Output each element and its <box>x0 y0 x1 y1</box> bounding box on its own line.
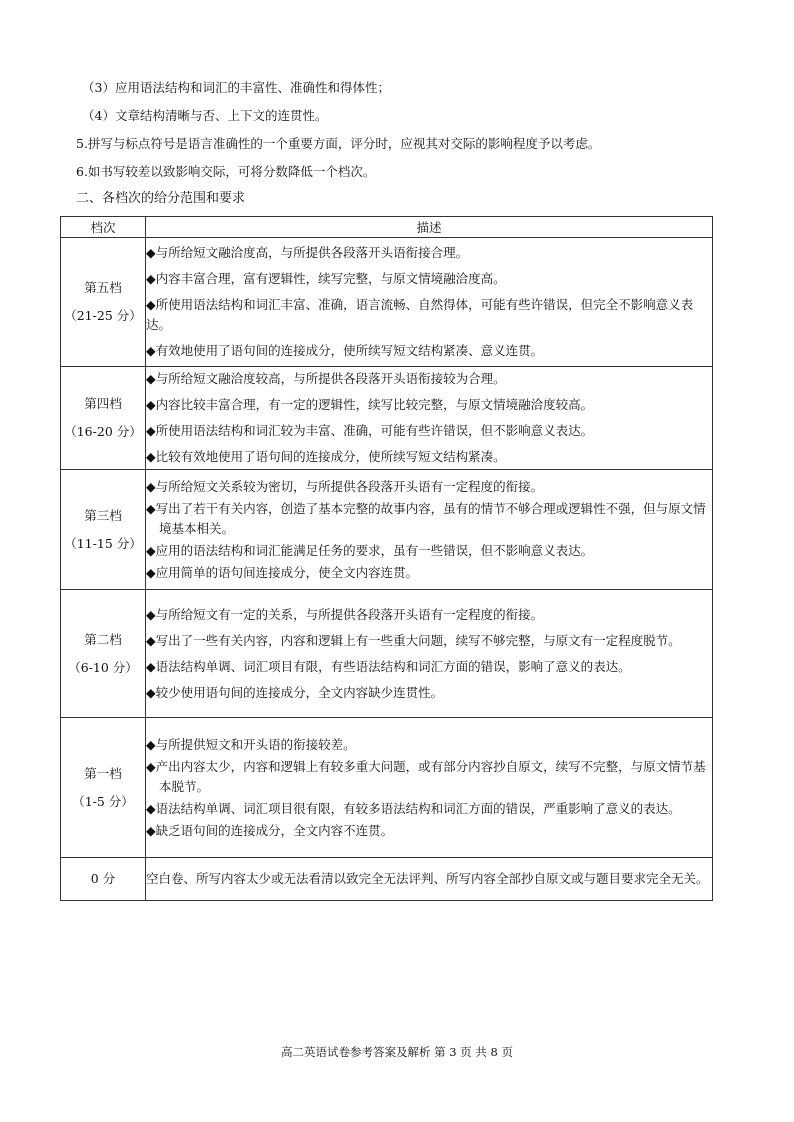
criterion-3: （3）应用语法结构和词汇的丰富性、准确性和得体性； <box>82 80 390 95</box>
diamond-bullet-icon: ◆ <box>146 371 156 386</box>
diamond-bullet-icon: ◆ <box>146 397 156 412</box>
description-item: ◆与所给短文关系较为密切，与所提供各段落开头语有一定程度的衔接。 <box>146 478 544 494</box>
header-level: 档次 <box>61 217 146 238</box>
grade-level-cell <box>61 238 146 367</box>
diamond-bullet-icon: ◆ <box>146 423 156 438</box>
grade-row-5 <box>61 238 713 367</box>
diamond-bullet-icon: ◆ <box>146 245 156 260</box>
grade-description-cell <box>146 367 713 470</box>
header-description: 描述 <box>146 217 713 238</box>
grade-row-1 <box>61 718 713 858</box>
description-item: ◆写出了若干有关内容，创造了基本完整的故事内容，虽有的情节不够合理或逻辑性不强，但与原文情境基本相关。 <box>146 500 706 536</box>
diamond-bullet-icon: ◆ <box>146 564 156 580</box>
diamond-bullet-icon: ◆ <box>146 478 156 494</box>
grade-level-cell <box>61 858 146 901</box>
description-item: ◆应用的语法结构和词汇能满足任务的要求，虽有一些错误，但不影响意义表达。 <box>146 542 594 558</box>
grade-level-name: 第四档 <box>84 396 122 411</box>
diamond-bullet-icon: ◆ <box>146 658 156 674</box>
description-item: ◆比较有效地使用了语句间的连接成分，使所续写短文结构紧凑。 <box>146 449 506 464</box>
description-item: ◆较少使用语句间的连接成分，全文内容缺少连贯性。 <box>146 684 444 700</box>
description-item: ◆有效地使用了语句间的连接成分，使所续写短文结构紧凑、意义连贯。 <box>146 343 544 358</box>
grade-level-cell <box>61 718 146 858</box>
grade-level-name: 第一档 <box>84 765 122 781</box>
description-item: ◆与所给短文融洽度较高，与所提供各段落开头语衔接较为合理。 <box>146 371 506 386</box>
grade-level-cell <box>61 367 146 470</box>
grade-description-cell <box>146 858 713 901</box>
description-item: ◆语法结构单调、词汇项目有限，有些语法结构和词汇方面的错误，影响了意义的表达。 <box>146 658 631 674</box>
description-item: ◆语法结构单调、词汇项目很有限，有较多语法结构和词汇方面的错误，严重影响了意义的表达。 <box>146 800 681 816</box>
description-item: ◆所使用语法结构和词汇较为丰富、准确，可能有些许错误，但不影响意义表达。 <box>146 423 594 438</box>
description-item: ◆所使用语法结构和词汇丰富、准确，语言流畅、自然得体，可能有些许错误，但完全不影响意义表达。 <box>146 297 694 332</box>
rule-6: 6.如书写较差以致影响交际，可将分数降低一个档次。 <box>76 164 376 179</box>
section-title: 二、各档次的给分范围和要求 <box>76 191 246 206</box>
grade-level-range: （16-20 分） <box>64 424 142 439</box>
diamond-bullet-icon: ◆ <box>146 736 156 752</box>
table-header-row <box>61 217 713 238</box>
grade-level-range: （1-5 分） <box>72 793 134 809</box>
description-item: ◆缺乏语句间的连接成分，全文内容不连贯。 <box>146 822 394 838</box>
grade-description-cell <box>146 590 713 718</box>
diamond-bullet-icon: ◆ <box>146 297 156 312</box>
description-item: ◆与所给短文有一定的关系，与所提供各段落开头语有一定程度的衔接。 <box>146 606 544 622</box>
description-text: 空白卷、所写内容太少或无法看清以致完全无法评判、所写内容全部抄自原文或与题目要求完全无关。 <box>146 871 709 886</box>
description-item: ◆写出了一些有关内容，内容和逻辑上有一些重大问题，续写不够完整，与原文有一定程度脱节。 <box>146 632 681 648</box>
grade-description-cell <box>146 238 713 367</box>
grade-level-name: 第二档 <box>84 631 122 647</box>
diamond-bullet-icon: ◆ <box>146 684 156 700</box>
grade-level-name: 第三档 <box>84 507 122 523</box>
description-item: ◆应用简单的语句间连接成分，使全文内容连贯。 <box>146 564 419 580</box>
grade-level-cell <box>61 590 146 718</box>
diamond-bullet-icon: ◆ <box>146 542 156 558</box>
diamond-bullet-icon: ◆ <box>146 758 156 774</box>
grade-level-range: （21-25 分） <box>64 308 142 323</box>
grade-level-name: 0 分 <box>90 871 116 886</box>
grade-row-0 <box>61 858 713 901</box>
description-item: ◆与所给短文融洽度高，与所提供各段落开头语衔接合理。 <box>146 245 469 260</box>
diamond-bullet-icon: ◆ <box>146 343 156 358</box>
diamond-bullet-icon: ◆ <box>146 449 156 464</box>
grade-level-cell <box>61 470 146 590</box>
grading-table <box>60 216 713 901</box>
diamond-bullet-icon: ◆ <box>146 632 156 648</box>
description-item: ◆产出内容太少，内容和逻辑上有较多重大问题，或有部分内容抄自原文，续写不完整，与原文情节基本脱节。 <box>146 758 706 794</box>
diamond-bullet-icon: ◆ <box>146 606 156 622</box>
description-item: ◆内容比较丰富合理，有一定的逻辑性，续写比较完整，与原文情境融洽度较高。 <box>146 397 594 412</box>
criterion-4: （4）文章结构清晰与否、上下文的连贯性。 <box>82 108 328 123</box>
grade-row-3 <box>61 470 713 590</box>
diamond-bullet-icon: ◆ <box>146 271 156 286</box>
diamond-bullet-icon: ◆ <box>146 500 156 516</box>
grade-description-cell <box>146 718 713 858</box>
rule-5: 5.拼写与标点符号是语言准确性的一个重要方面，评分时，应视其对交际的影响程度予以考虑。 <box>76 136 601 151</box>
grade-level-range: （6-10 分） <box>68 659 138 675</box>
diamond-bullet-icon: ◆ <box>146 800 156 816</box>
grade-row-4 <box>61 367 713 470</box>
grade-row-2 <box>61 590 713 718</box>
diamond-bullet-icon: ◆ <box>146 822 156 838</box>
description-item: ◆内容丰富合理，富有逻辑性，续写完整，与原文情境融洽度高。 <box>146 271 506 286</box>
description-item: ◆与所提供短文和开头语的衔接较差。 <box>146 736 356 752</box>
grade-level-range: （11-15 分） <box>64 535 142 551</box>
page-footer: 高二英语试卷参考答案及解析 第 3 页 共 8 页 <box>280 1045 514 1059</box>
grade-level-name: 第五档 <box>84 280 122 295</box>
grade-description-cell <box>146 470 713 590</box>
